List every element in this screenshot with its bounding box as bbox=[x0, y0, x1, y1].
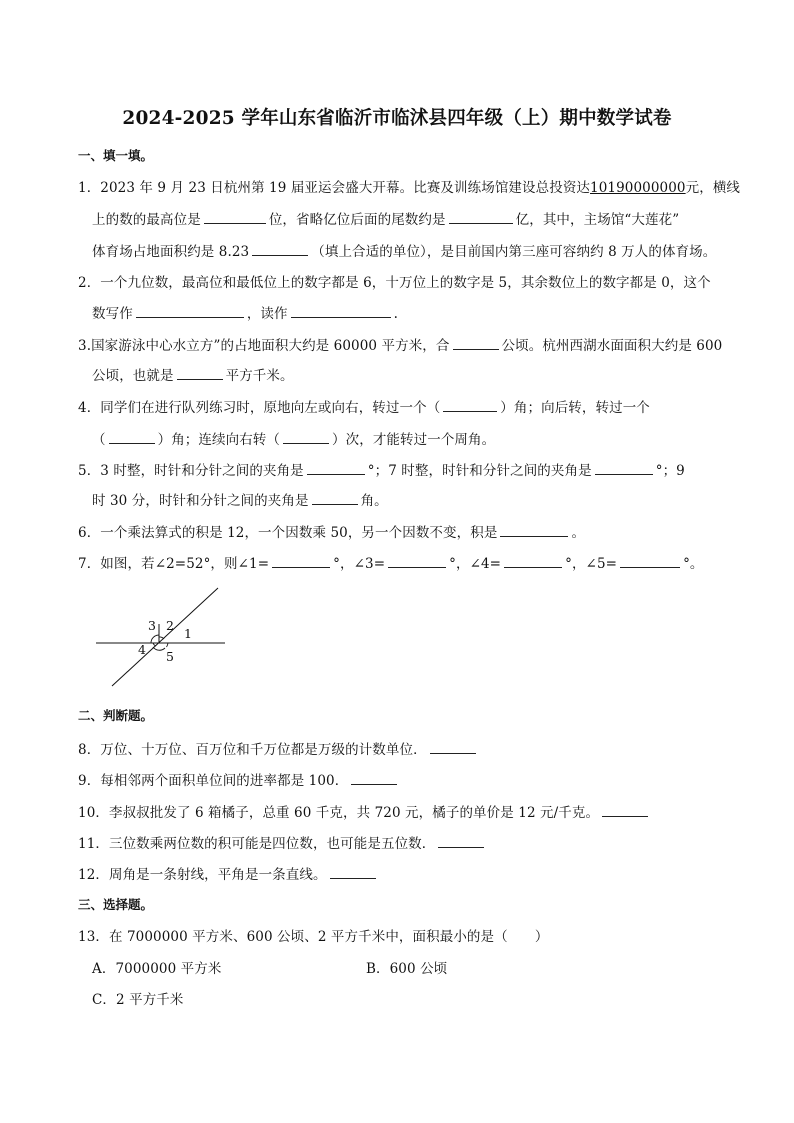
answer-blank[interactable] bbox=[291, 304, 391, 318]
answer-blank[interactable] bbox=[136, 304, 244, 318]
angle-label-2: 2 bbox=[166, 618, 174, 633]
question-1-line-3: 体育场占地面积约是 8.23 （填上合适的单位），是目前国内第三座可容纳约 8 万人的体育场。 bbox=[92, 244, 717, 260]
answer-blank[interactable] bbox=[602, 803, 648, 817]
diagonal-line bbox=[112, 588, 218, 686]
question-3-line-1: 3.国家游泳中心水立方”的占地面积大约是 60000 平方米，合 公顷。杭州西湖水面面积大约是 600 bbox=[78, 338, 723, 354]
angle-arc bbox=[151, 635, 159, 643]
question-9: 9．每相邻两个面积单位间的进率都是 100． bbox=[78, 769, 400, 789]
answer-blank[interactable] bbox=[620, 554, 680, 568]
question-5-line-1: 5．3 时整，时针和分针之间的夹角是 °；7 时整，时针和分针之间的夹角是 °；9 bbox=[78, 463, 685, 479]
answer-blank[interactable] bbox=[177, 366, 223, 380]
angle-arc bbox=[159, 637, 164, 639]
question-13-stem: 13．在 7000000 平方米、600 公顷、2 平方千米中，面积最小的是（ ） bbox=[78, 929, 549, 945]
section-heading-fill-in: 一、填一填。 bbox=[78, 148, 154, 163]
question-6: 6．一个乘法算式的积是 12，一个因数乘 50，另一个因数不变，积是 。 bbox=[78, 525, 586, 541]
angle-arc bbox=[153, 647, 165, 650]
question-12: 12．周角是一条射线，平角是一条直线。 bbox=[78, 863, 379, 883]
option-a[interactable]: A．7000000 平方米 bbox=[92, 961, 222, 977]
question-4-line-2: （ ）角；连续向右转（ ）次，才能转过一个周角。 bbox=[92, 432, 496, 448]
question-1-line-1: 1．2023 年 9 月 23 日杭州第 19 届亚运会盛大开幕。比赛及训练场馆建设总投资达10190000000元，横线 bbox=[78, 180, 741, 196]
angle-figure bbox=[92, 586, 232, 688]
question-11: 11．三位数乘两位数的积可能是四位数，也可能是五位数． bbox=[78, 832, 487, 852]
angle-label-3: 3 bbox=[148, 618, 156, 633]
question-2-line-2: 数写作 ，读作 . bbox=[92, 306, 399, 322]
answer-blank[interactable] bbox=[283, 430, 329, 444]
answer-blank[interactable] bbox=[388, 554, 446, 568]
angle-label-4: 4 bbox=[138, 642, 146, 657]
angle-arc bbox=[167, 643, 169, 647]
option-c[interactable]: C．2 平方千米 bbox=[92, 992, 184, 1008]
question-3-line-2: 公顷，也就是 平方千米。 bbox=[92, 368, 294, 384]
answer-blank[interactable] bbox=[351, 771, 397, 785]
question-4-line-1: 4．同学们在进行队列练习时，原地向左或向右，转过一个（ ）角；向后转，转过一个 bbox=[78, 400, 650, 416]
answer-blank[interactable] bbox=[449, 210, 513, 224]
answer-blank[interactable] bbox=[438, 834, 484, 848]
question-1-line-2: 上的数的最高位是 位，省略亿位后面的尾数约是 亿，其中，主场馆“大莲花” bbox=[92, 212, 680, 228]
answer-blank[interactable] bbox=[500, 523, 568, 537]
question-10: 10．李叔叔批发了 6 箱橘子，总重 60 千克，共 720 元，橘子的单价是 12 元/千克。 bbox=[78, 801, 651, 821]
investment-amount: 10190000000 bbox=[590, 180, 686, 196]
answer-blank[interactable] bbox=[453, 336, 499, 350]
section-heading-true-false: 二、判断题。 bbox=[78, 708, 154, 723]
exam-title: 2024-2025 学年山东省临沂市临沭县四年级（上）期中数学试卷 bbox=[122, 108, 672, 129]
answer-blank[interactable] bbox=[430, 740, 476, 754]
question-7: 7．如图，若∠2=52°，则∠1= °，∠3= °，∠4= °，∠5= °。 bbox=[78, 556, 704, 572]
question-2-line-1: 2．一个九位数，最高位和最低位上的数字都是 6，十万位上的数字是 5，其余数位上的数字都是 0，这个 bbox=[78, 275, 711, 291]
answer-blank[interactable] bbox=[272, 554, 330, 568]
answer-blank[interactable] bbox=[204, 210, 266, 224]
angle-label-1: 1 bbox=[184, 626, 192, 641]
question-8: 8．万位、十万位、百万位和千万位都是万级的计数单位． bbox=[78, 738, 479, 758]
answer-blank[interactable] bbox=[307, 461, 365, 475]
answer-blank[interactable] bbox=[252, 242, 308, 256]
section-heading-multiple-choice: 三、选择题。 bbox=[78, 897, 154, 912]
answer-blank[interactable] bbox=[109, 430, 155, 444]
answer-blank[interactable] bbox=[330, 865, 376, 879]
answer-blank[interactable] bbox=[504, 554, 562, 568]
answer-blank[interactable] bbox=[443, 398, 497, 412]
option-b[interactable]: B．600 公顷 bbox=[366, 961, 448, 977]
answer-blank[interactable] bbox=[595, 461, 653, 475]
question-5-line-2: 时 30 分，时针和分针之间的夹角是 角。 bbox=[92, 493, 388, 509]
answer-blank[interactable] bbox=[312, 491, 358, 505]
angle-label-5: 5 bbox=[166, 649, 174, 664]
